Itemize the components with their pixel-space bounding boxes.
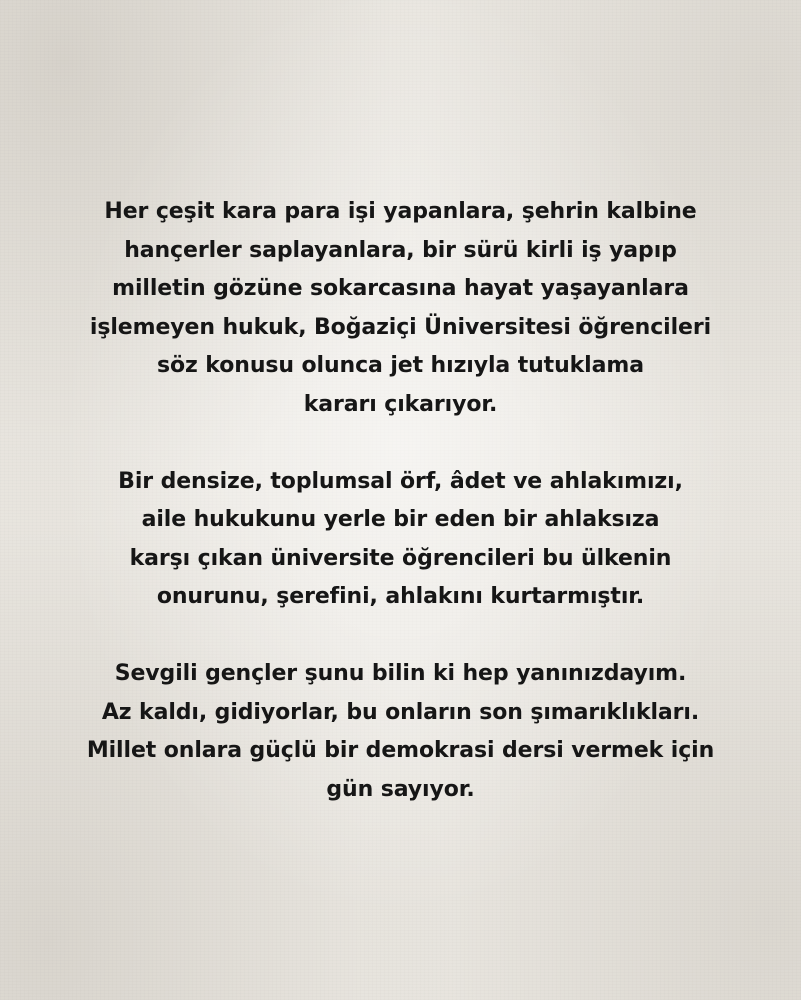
text-line: işlemeyen hukuk, Boğaziçi Üniversitesi öğrencileri xyxy=(89,314,712,340)
paragraph-1 xyxy=(30,193,771,424)
text-line: Millet onlara güçlü bir demokrasi dersi vermek için xyxy=(86,738,715,763)
text-line: söz konusu olunca jet hızıyla tutuklama xyxy=(157,353,644,378)
paragraph-2 xyxy=(30,463,771,617)
text-line: kararı çıkarıyor. xyxy=(303,391,498,417)
paragraph-3 xyxy=(30,655,771,809)
text-line: gün sayıyor. xyxy=(326,776,475,802)
text-line: Her çeşit kara para işi yapanlara, şehrin kalbine xyxy=(104,199,697,224)
text-line: onurunu, şerefini, ahlakını kurtarmıştır. xyxy=(156,584,645,609)
text-line: karşı çıkan üniversite öğrencileri bu ülkenin xyxy=(129,545,672,571)
text-line: Sevgili gençler şunu bilin ki hep yanınızdayım. xyxy=(114,661,687,686)
statement-text xyxy=(30,193,771,809)
text-line: milletin gözüne sokarcasına hayat yaşayanlara xyxy=(112,276,689,301)
text-line: hançerler saplayanlara, bir sürü kirli iş yapıp xyxy=(124,237,677,263)
text-line: Bir densize, toplumsal örf, âdet ve ahlakımızı, xyxy=(118,468,683,494)
text-line: aile hukukunu yerle bir eden bir ahlaksıza xyxy=(141,507,660,532)
text-line: Az kaldı, gidiyorlar, bu onların son şımarıklıkları. xyxy=(101,699,700,725)
